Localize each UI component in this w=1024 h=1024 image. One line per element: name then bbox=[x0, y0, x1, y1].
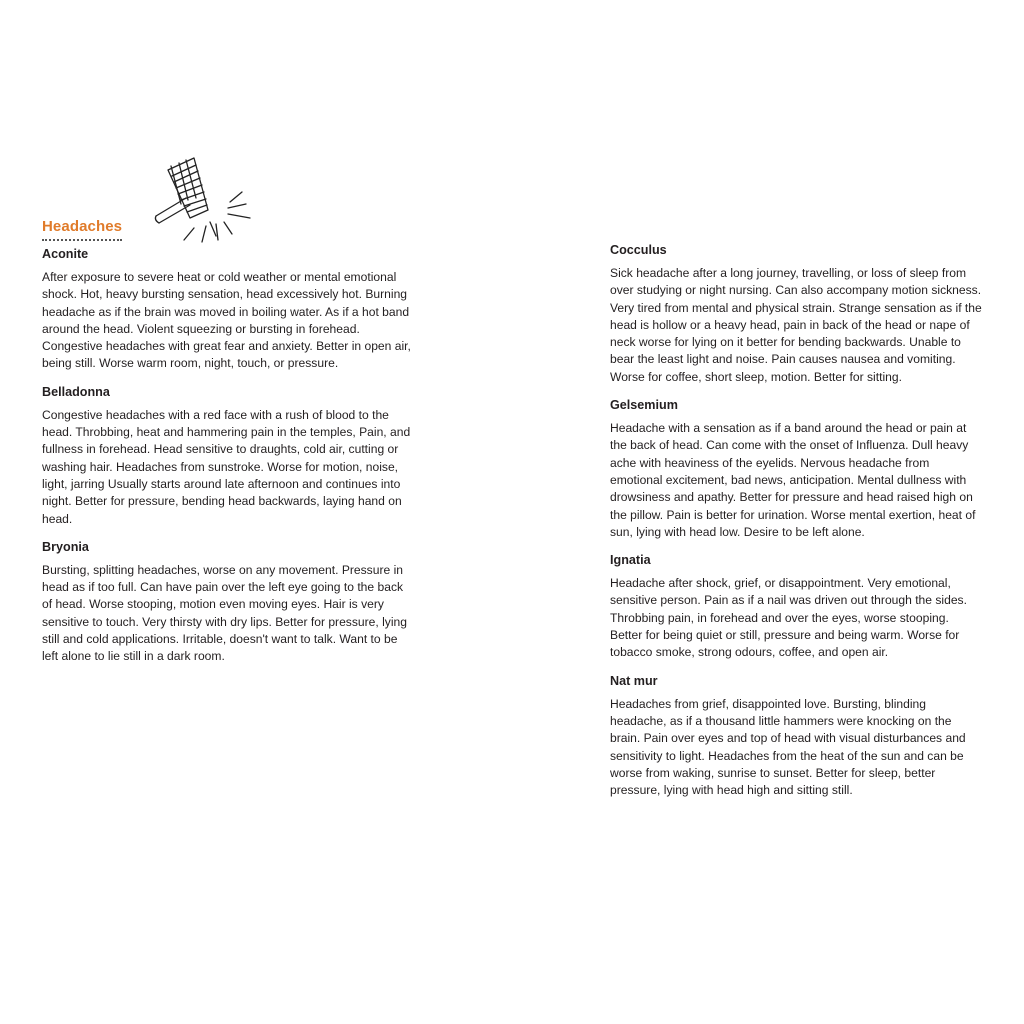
remedy-cocculus bbox=[610, 243, 982, 386]
left-page bbox=[42, 218, 414, 678]
remedy-description: Congestive headaches with a red face with a rush of blood to the head. Throbbing, heat and hammering pain in the temples, Pain, and fullness in forehead. Head sensitive to draughts, cold air, cutting or washing hair. Headaches from sunstroke. Worse for motion, noise, light, jarring Usually starts around late afternoon and continues into night. Better for pressure, bending head backwards, laying hand on head. bbox=[42, 407, 411, 526]
remedy-description: Bursting, splitting headaches, worse on any movement. Pressure in head as if too full. Can have pain over the left eye going to the back of head. Worse stooping, motion even moving eyes. Hair is very sensitive to touch. Very thirsty with dry lips. Better for pressure, lying still and cold applications. Irritable, doesn't want to talk. Want to be left alone to lie still in a dark room. bbox=[42, 562, 407, 664]
remedy-belladonna bbox=[42, 385, 414, 528]
remedy-description: Sick headache after a long journey, travelling, or loss of sleep from over studying or night nursing. Can also accompany motion sickness. Very tired from mental and physical strain. Strange sensation as if the head is hollow or a heavy head, pain in back of the head or nape of neck worse for lying on it better for bending backwards. Unable to bear the least light and noise. Pain causes nausea and vomiting. Worse for coffee, short sleep, motion. Better for sitting. bbox=[610, 266, 982, 384]
remedy-description: Headache with a sensation as if a band around the head or pain at the back of head. Can come with the onset of Influenza. Dull heavy ache with heaviness of the eyelids. Nervous headache from emotional excitement, bad news, anticipation. Mental dullness with drowsiness and apathy. Better for pressure and head raised high on the pillow. Pain is better for urination. Worse mental exertion, heat of sun, lying with head low. Desire to be left alone. bbox=[610, 421, 976, 539]
right-page bbox=[610, 243, 982, 811]
remedy-description: After exposure to severe heat or cold weather or mental emotional shock. Hot, heavy bursting sensation, head excessively hot. Burning headache as if the brain was moved in boiling water. As if a hot band around the head. Violent squeezing or bursting in forehead. Congestive headaches with great fear and anxiety. Better in open air, being still. Worse warm room, night, touch, or pressure. bbox=[42, 270, 411, 371]
remedy-name: Bryonia bbox=[42, 539, 89, 554]
remedy-name: Aconite bbox=[42, 247, 89, 261]
remedy-description: Headache after shock, grief, or disappointment. Very emotional, sensitive person. Pain as if a nail was driven out through the sides. Throbbing pain, in forehead and over the eyes, worse stooping. Better for being quiet or still, pressure and being warm. Worse for tobacco smoke, strong odours, coffee, and open air. bbox=[610, 576, 967, 660]
section-title: Headaches bbox=[42, 218, 122, 241]
remedy-name: Ignatia bbox=[610, 553, 651, 568]
remedy-ignatia bbox=[610, 553, 982, 661]
remedy-name: Nat mur bbox=[610, 673, 658, 688]
remedy-description: Headaches from grief, disappointed love. Bursting, blinding headache, as if a thousand little hammers were knocking on the brain. Pain over eyes and top of head with visual disturbances and sensitivity to light. Headaches from the heat of the sun and can be worse from waking, sunrise to sunset. Better for sleep, better pressure, lying with head high and sitting still. bbox=[610, 696, 966, 798]
remedy-name: Gelsemium bbox=[610, 398, 678, 413]
remedy-nat-mur bbox=[610, 674, 982, 800]
remedy-bryonia bbox=[42, 540, 414, 666]
remedy-name: Belladonna bbox=[42, 384, 110, 399]
remedy-name: Cocculus bbox=[610, 243, 667, 257]
remedy-aconite bbox=[42, 247, 414, 373]
remedy-gelsemium bbox=[610, 398, 982, 541]
